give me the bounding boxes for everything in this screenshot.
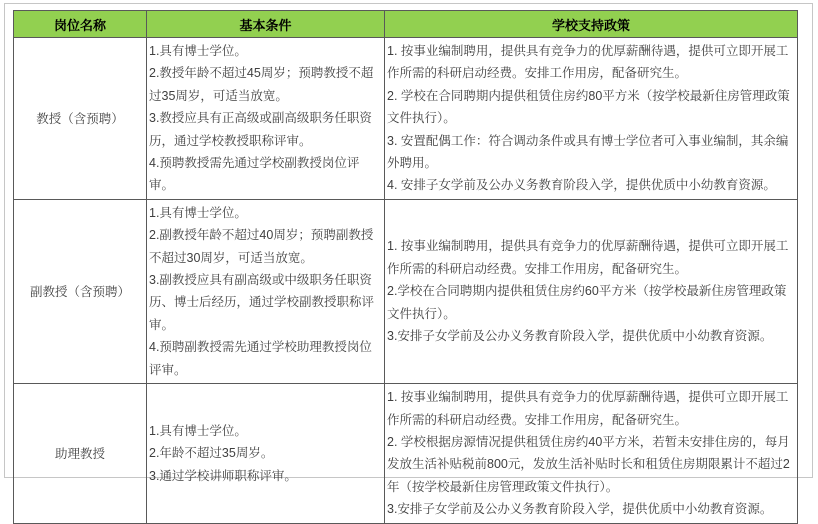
page [0, 3, 818, 517]
condition-item: 3.教授应具有正高级或副高级职务任职资历，通过学校教授职称评审。 [149, 111, 372, 148]
column-header-conditions: 基本条件 [147, 11, 385, 38]
position-cell: 副教授（含预聘） [14, 199, 147, 383]
condition-item: 1.具有博士学位。 [149, 205, 247, 220]
policy-item: 3.安排子女学前及公办义务教育阶段入学，提供优质中小幼教育资源。 [387, 329, 773, 344]
policy-item: 1. 按事业编制聘用，提供具有竞争力的优厚薪酬待遇，提供可立即开展工作所需的科研启动经费。安排工作用房，配备研究生。 [387, 44, 789, 81]
condition-item: 3.通过学校讲师职称评审。 [149, 468, 297, 483]
policy-item: 2. 学校在合同聘期内提供租赁住房约80平方米（按学校最新住房管理政策文件执行）。 [387, 88, 790, 126]
column-header-position: 岗位名称 [14, 11, 147, 38]
recruitment-table [13, 10, 798, 524]
policy-item: 3.安排子女学前及公办义务教育阶段入学，提供优质中小幼教育资源。 [387, 502, 773, 517]
policy-item: 2.学校在合同聘期内提供租赁住房约60平方米（按学校最新住房管理政策文件执行）。 [387, 284, 787, 321]
condition-item: 2.教授年龄不超过45周岁；预聘教授不超过35周岁，可适当放宽。 [149, 66, 374, 103]
conditions-cell [147, 38, 385, 200]
position-cell: 助理教授 [14, 384, 147, 523]
table-row-professor [14, 38, 798, 200]
table-container [4, 3, 813, 517]
conditions-cell [147, 384, 385, 523]
condition-item: 1.具有博士学位。 [149, 44, 247, 58]
conditions-cell [147, 199, 385, 383]
position-cell: 教授（含预聘） [14, 38, 147, 200]
condition-item: 2.副教授年龄不超过40周岁；预聘副教授不超过30周岁，可适当放宽。 [149, 228, 374, 265]
policy-item: 1. 按事业编制聘用，提供具有竞争力的优厚薪酬待遇，提供可立即开展工作所需的科研启动经费。安排工作用房，配备研究生。 [387, 239, 789, 276]
policies-cell [385, 38, 798, 200]
table-row-associate-professor [14, 199, 798, 383]
condition-item: 3.副教授应具有副高级或中级职务任职资历、博士后经历，通过学校副教授职称评审。 [149, 273, 375, 332]
policy-item: 4. 安排子女学前及公办义务教育阶段入学，提供优质中小幼教育资源。 [387, 178, 776, 193]
policy-item: 3. 安置配偶工作：符合调动条件或具有博士学位者可入事业编制，其余编外聘用。 [387, 133, 789, 171]
condition-item: 4.预聘教授需先通过学校副教授岗位评审。 [149, 156, 360, 193]
condition-item: 1.具有博士学位。 [149, 423, 247, 438]
condition-item: 2.年龄不超过35周岁。 [149, 446, 274, 461]
policies-cell [385, 199, 798, 383]
policy-item: 2. 学校根据房源情况提供租赁住房约40平方米，若暂未安排住房的，每月发放生活补贴税前800元，发放生活补贴时长和租赁住房期限累计不超过2年（按学校最新住房管理政策文件执行）。 [387, 434, 790, 494]
condition-item: 4.预聘副教授需先通过学校助理教授岗位评审。 [149, 340, 372, 377]
table-row-assistant-professor [14, 384, 798, 523]
policies-cell [385, 384, 798, 523]
header-row [14, 11, 798, 38]
column-header-policies: 学校支持政策 [385, 11, 798, 38]
policy-item: 1. 按事业编制聘用，提供具有竞争力的优厚薪酬待遇，提供可立即开展工作所需的科研启动经费。安排工作用房，配备研究生。 [387, 390, 789, 427]
